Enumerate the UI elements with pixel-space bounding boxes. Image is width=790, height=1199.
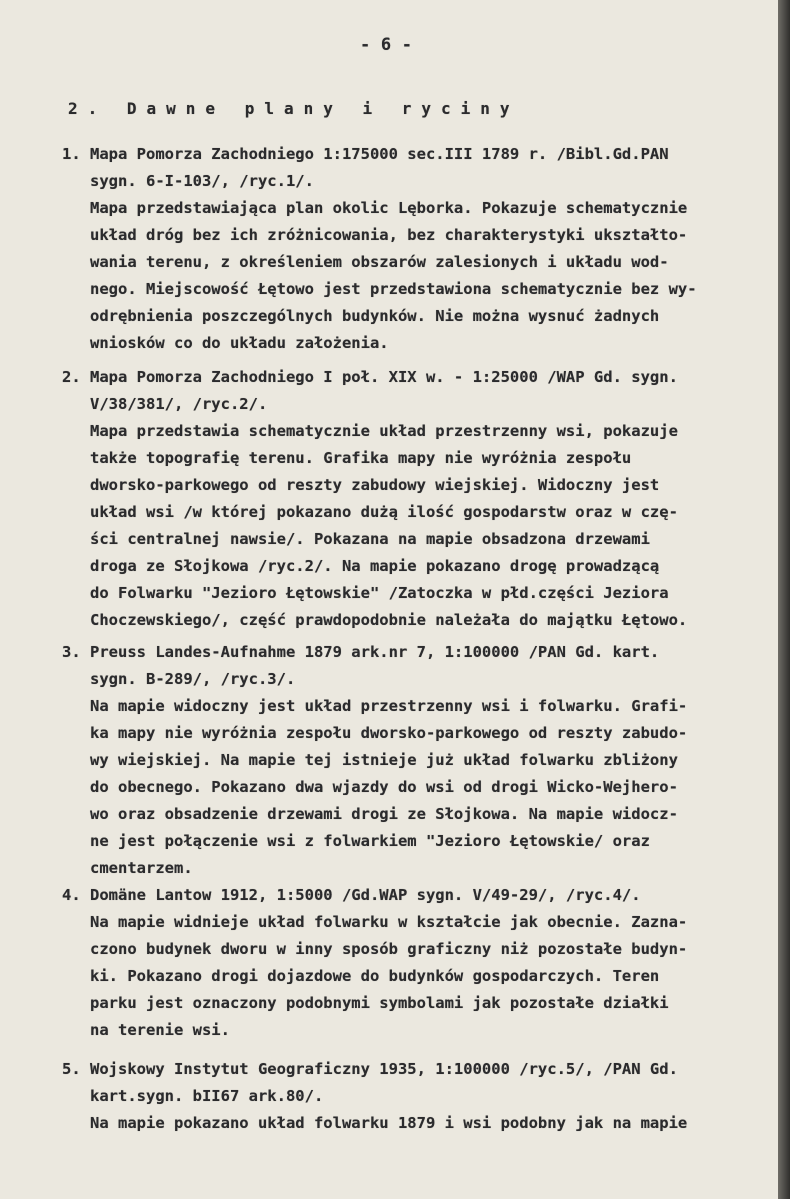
entry-line: 5. Wojskowy Instytut Geograficzny 1935, 1:100000 /ryc.5/, /PAN Gd. — [62, 1060, 678, 1078]
entry-line: ści centralnej nawsie/. Pokazana na mapie obsadzona drzewami — [62, 530, 650, 548]
entry-line: Mapa przedstawia schematycznie układ przestrzenny wsi, pokazuje — [62, 422, 678, 440]
entry-line: sygn. 6-I-103/, /ryc.1/. — [62, 172, 314, 190]
entry-line: parku jest oznaczony podobnymi symbolami jak pozostałe działki — [62, 994, 669, 1012]
entry-line: Na mapie widoczny jest układ przestrzenny wsi i folwarku. Grafi- — [62, 697, 688, 715]
entry-line: Na mapie pokazano układ folwarku 1879 i wsi podobny jak na mapie — [62, 1114, 688, 1132]
entry-line: Na mapie widnieje układ folwarku w kształcie jak obecnie. Zazna- — [62, 913, 688, 931]
entry-line: cmentarzem. — [62, 859, 193, 877]
entry-line: ne jest połączenie wsi z folwarkiem "Jezioro Łętowskie/ oraz — [62, 832, 650, 850]
entry-line: Choczewskiego/, część prawdopodobnie należała do majątku Łętowo. — [62, 611, 688, 629]
entry-line: sygn. B-289/, /ryc.3/. — [62, 670, 296, 688]
entry-line: dworsko-parkowego od reszty zabudowy wiejskiej. Widoczny jest — [62, 476, 660, 494]
entry-line: 1. Mapa Pomorza Zachodniego 1:175000 sec.III 1789 r. /Bibl.Gd.PAN — [62, 145, 669, 163]
entry-line: droga ze Słojkowa /ryc.2/. Na mapie pokazano drogę prowadzącą — [62, 557, 660, 575]
entry-line: V/38/381/, /ryc.2/. — [62, 395, 268, 413]
entry-line: ka mapy nie wyróżnia zespołu dworsko-parkowego od reszty zabudo- — [62, 724, 688, 742]
entry-line: kart.sygn. bII67 ark.80/. — [62, 1087, 324, 1105]
entry-line: nego. Miejscowość Łętowo jest przedstawiona schematycznie bez wy- — [62, 280, 697, 298]
page-edge-shadow — [778, 0, 790, 1199]
entry-line: także topografię terenu. Grafika mapy nie wyróżnia zespołu — [62, 449, 632, 467]
page-number: - 6 - — [360, 35, 413, 55]
entry-line: 3. Preuss Landes-Aufnahme 1879 ark.nr 7, 1:100000 /PAN Gd. kart. — [62, 643, 660, 661]
section-title: 2. Dawne plany i ryciny — [68, 99, 520, 118]
entry-line: 2. Mapa Pomorza Zachodniego I poł. XIX w. - 1:25000 /WAP Gd. sygn. — [62, 368, 678, 386]
entry-line: 4. Domäne Lantow 1912, 1:5000 /Gd.WAP sygn. V/49-29/, /ryc.4/. — [62, 886, 641, 904]
entry-line: czono budynek dworu w inny sposób graficzny niż pozostałe budyn- — [62, 940, 688, 958]
entry-line: do obecnego. Pokazano dwa wjazdy do wsi od drogi Wicko-Wejhero- — [62, 778, 678, 796]
entry-line: wniosków co do układu założenia. — [62, 334, 389, 352]
entry-line: Mapa przedstawiająca plan okolic Lęborka. Pokazuje schematycznie — [62, 199, 688, 217]
entry-line: do Folwarku "Jezioro Łętowskie" /Zatoczka w płd.części Jeziora — [62, 584, 669, 602]
entry-line: układ dróg bez ich zróżnicowania, bez charakterystyki ukształto- — [62, 226, 688, 244]
entry-line: wania terenu, z określeniem obszarów zalesionych i układu wod- — [62, 253, 669, 271]
entry-line: wo oraz obsadzenie drzewami drogi ze Słojkowa. Na mapie widocz- — [62, 805, 678, 823]
entry-line: układ wsi /w której pokazano dużą ilość gospodarstw oraz w czę- — [62, 503, 678, 521]
entry-line: wy wiejskiej. Na mapie tej istnieje już układ folwarku zbliżony — [62, 751, 678, 769]
entry-line: odrębnienia poszczególnych budynków. Nie można wysnuć żadnych — [62, 307, 660, 325]
entry-line: ki. Pokazano drogi dojazdowe do budynków gospodarczych. Teren — [62, 967, 660, 985]
entry-line: na terenie wsi. — [62, 1021, 230, 1039]
